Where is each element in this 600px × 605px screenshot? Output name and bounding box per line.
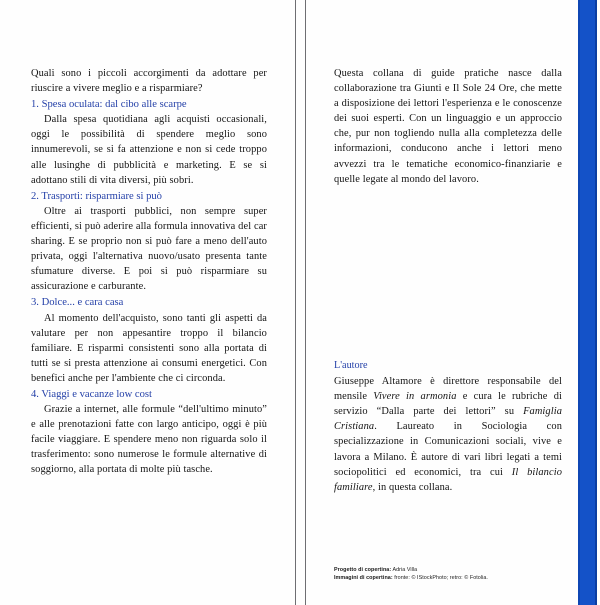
credit-value-cover-design: Adria Villa xyxy=(391,567,418,573)
section-title-1: Spesa oculata: dal cibo alle scarpe xyxy=(41,99,187,111)
spine-blue-strip xyxy=(578,0,597,605)
section-heading-1 xyxy=(31,97,267,112)
author-block xyxy=(334,358,562,495)
section-body-2: Oltre ai trasporti pubblici, non sempre super efficienti, si può aderire alla formula innovativa del car sharing. E se proprio non si può fare a meno dell'auto privata, oggi l'alternativa nuovo/usato presenta tante sfumature diverse. E poi si può risparmiare su assicurazione e carburante. xyxy=(31,205,267,293)
author-bio-italic-2: Famiglia Cristiana xyxy=(334,406,562,433)
credit-label-cover-images: Immagini di copertina: xyxy=(334,575,393,582)
author-bio-italic-3: Il bilancio familiare xyxy=(334,466,562,493)
section-heading-3 xyxy=(31,295,267,310)
section-number-2: 2. xyxy=(31,190,39,202)
section-body-1: Dalla spesa quotidiana agli acquisti occasionali, oggi le possibilità di spendere meglio sono innumerevoli, se si fa attenzione e non si cede troppo alle lusinghe di pubblicità e marketing. E se si adottano stili di vita diversi, più sobri. xyxy=(31,114,267,186)
section-item xyxy=(31,387,267,478)
back-cover-column xyxy=(306,0,578,605)
section-title-4: Viaggi e vacanze low cost xyxy=(41,388,152,400)
section-title-2: Trasporti: risparmiare si può xyxy=(41,190,162,202)
section-number-3: 3. xyxy=(31,297,39,309)
fold-line-left xyxy=(295,0,296,605)
credit-label-cover-design: Progetto di copertina: xyxy=(334,567,392,573)
author-bio-italic-1: Vivere in armonia xyxy=(373,391,457,403)
cover-credits xyxy=(334,566,574,582)
spine-edge-left xyxy=(578,0,580,605)
section-item xyxy=(31,189,267,295)
section-body-4: Grazie a internet, alle formule “dell'ultimo minuto” e alle prenotazioni fatte con largo anticipo, oggi è più facile viaggiare. E spendere meno non riguarda solo il trasferimento: sono numerose le formule alternative di soggiorno, alla portata di molte più tasche. xyxy=(31,404,267,476)
author-heading: L'autore xyxy=(334,360,368,371)
section-heading-4 xyxy=(31,387,267,402)
intro-question: Quali sono i piccoli accorgimenti da adottare per riuscire a vivere meglio e a risparmiare? xyxy=(31,68,267,95)
section-body-3: Al momento dell'acquisto, sono tanti gli aspetti da valutare per non appesantire troppo il bilancio familiare. E risparmi consistenti sono alla portata di tutti se si presta attenzione ai consumi energetici. Con benefici anche per l'ambiente che ci circonda. xyxy=(31,312,267,384)
credit-line-cover-images xyxy=(334,574,574,582)
section-title-3: Dolce... e cara casa xyxy=(41,297,124,309)
section-number-4: 4. xyxy=(31,388,39,400)
credit-value-cover-images: fronte: © IStockPhoto; retro: © Fotolia. xyxy=(392,575,488,582)
credit-line-cover-design xyxy=(334,566,574,574)
author-bio-part-2: e cura le rubriche di servizio “Dalla parte dei lettori” su xyxy=(334,391,563,418)
section-number-1: 1. xyxy=(31,99,39,111)
series-blurb: Questa collana di guide pratiche nasce dalla collaborazione tra Giunti e Il Sole 24 Ore, che mette a disposizione dei lettori l'esperienza e le conoscenze dei suoi esperti. Con un linguaggio e un approccio che, pur non togliendo nulla alla completezza delle informazioni, conducono anche i lettori meno avvezzi tra le tematiche economico-finanziarie e quelle legate al mondo del lavoro. xyxy=(334,68,562,185)
section-item xyxy=(31,295,267,386)
author-bio xyxy=(334,374,562,495)
author-bio-part-1: Giuseppe Altamore è direttore responsabile del mensile xyxy=(334,376,562,403)
section-heading-2 xyxy=(31,189,267,204)
author-bio-part-4: , in questa collana. xyxy=(372,481,453,493)
left-flap-column xyxy=(0,0,295,605)
section-item xyxy=(31,97,267,188)
author-bio-part-3: . Laureato in Sociologia con specializzazione in Comunicazioni sociali, vive e lavora a Milano. È autore di vari libri legati a temi sociopolitici ed economici, tra cui xyxy=(334,421,562,478)
